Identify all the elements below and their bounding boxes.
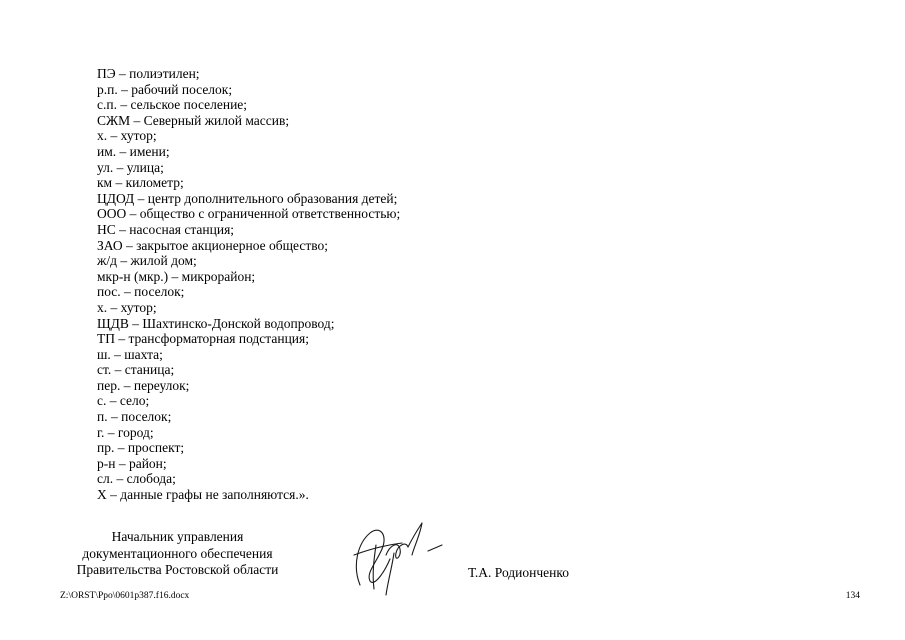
abbreviation-item: х. – хутор; xyxy=(97,299,157,315)
abbreviation-item: ЗАО – закрытое акционерное общество; xyxy=(97,237,329,253)
abbreviation-item: р.п. – рабочий поселок; xyxy=(97,81,233,97)
abbreviation-item: х. – хутор; xyxy=(97,128,157,144)
abbreviation-item: ТП – трансформаторная подстанция; xyxy=(97,331,309,347)
abbreviation-item: Х – данные графы не заполняются.». xyxy=(97,487,309,503)
handwritten-signature xyxy=(330,515,450,600)
abbreviation-item: ж/д – жилой дом; xyxy=(97,253,197,269)
abbreviation-item: км – километр; xyxy=(97,175,184,191)
signer-position-line-2: документационного обеспечения xyxy=(82,545,273,561)
abbreviation-item: с.п. – сельское поселение; xyxy=(97,97,248,113)
signer-position-line-3: Правительства Ростовской области xyxy=(76,562,279,577)
abbreviation-item: СЖМ – Северный жилой массив; xyxy=(97,112,290,128)
abbreviation-item: пос. – поселок; xyxy=(97,284,185,300)
signer-position xyxy=(50,529,305,579)
abbreviation-item: ООО – общество с ограниченной ответственностью; xyxy=(97,206,401,222)
file-path: Z:\ORST\Ppo\0601p387.f16.docx xyxy=(60,591,190,601)
abbreviation-item: пер. – переулок; xyxy=(97,377,190,393)
abbreviation-list xyxy=(97,66,400,503)
abbreviation-item: г. – город; xyxy=(97,424,154,440)
abbreviation-item: с. – село; xyxy=(97,393,150,409)
abbreviation-item: ул. – улица; xyxy=(97,159,164,175)
signer-name: Т.А. Родионченко xyxy=(468,565,569,580)
abbreviation-item: ст. – станица; xyxy=(97,362,175,378)
abbreviation-item: им. – имени; xyxy=(97,143,170,159)
abbreviation-item: пр. – проспект; xyxy=(97,440,185,456)
abbreviation-item: ЦДОД – центр дополнительного образования детей; xyxy=(97,190,398,206)
abbreviation-item: НС – насосная станция; xyxy=(97,221,235,237)
page-number: 134 xyxy=(845,591,860,601)
abbreviation-item: р-н – район; xyxy=(97,455,167,471)
signer-position-line-1: Начальник управления xyxy=(111,529,244,544)
abbreviation-item: п. – поселок; xyxy=(97,409,172,425)
abbreviation-item: ш. – шахта; xyxy=(97,346,163,362)
abbreviation-item: сл. – слобода; xyxy=(97,471,176,487)
abbreviation-item: мкр-н (мкр.) – микрорайон; xyxy=(97,268,256,284)
abbreviation-item: ЩДВ – Шахтинско-Донской водопровод; xyxy=(97,315,335,331)
abbreviation-item: ПЭ – полиэтилен; xyxy=(97,66,200,81)
